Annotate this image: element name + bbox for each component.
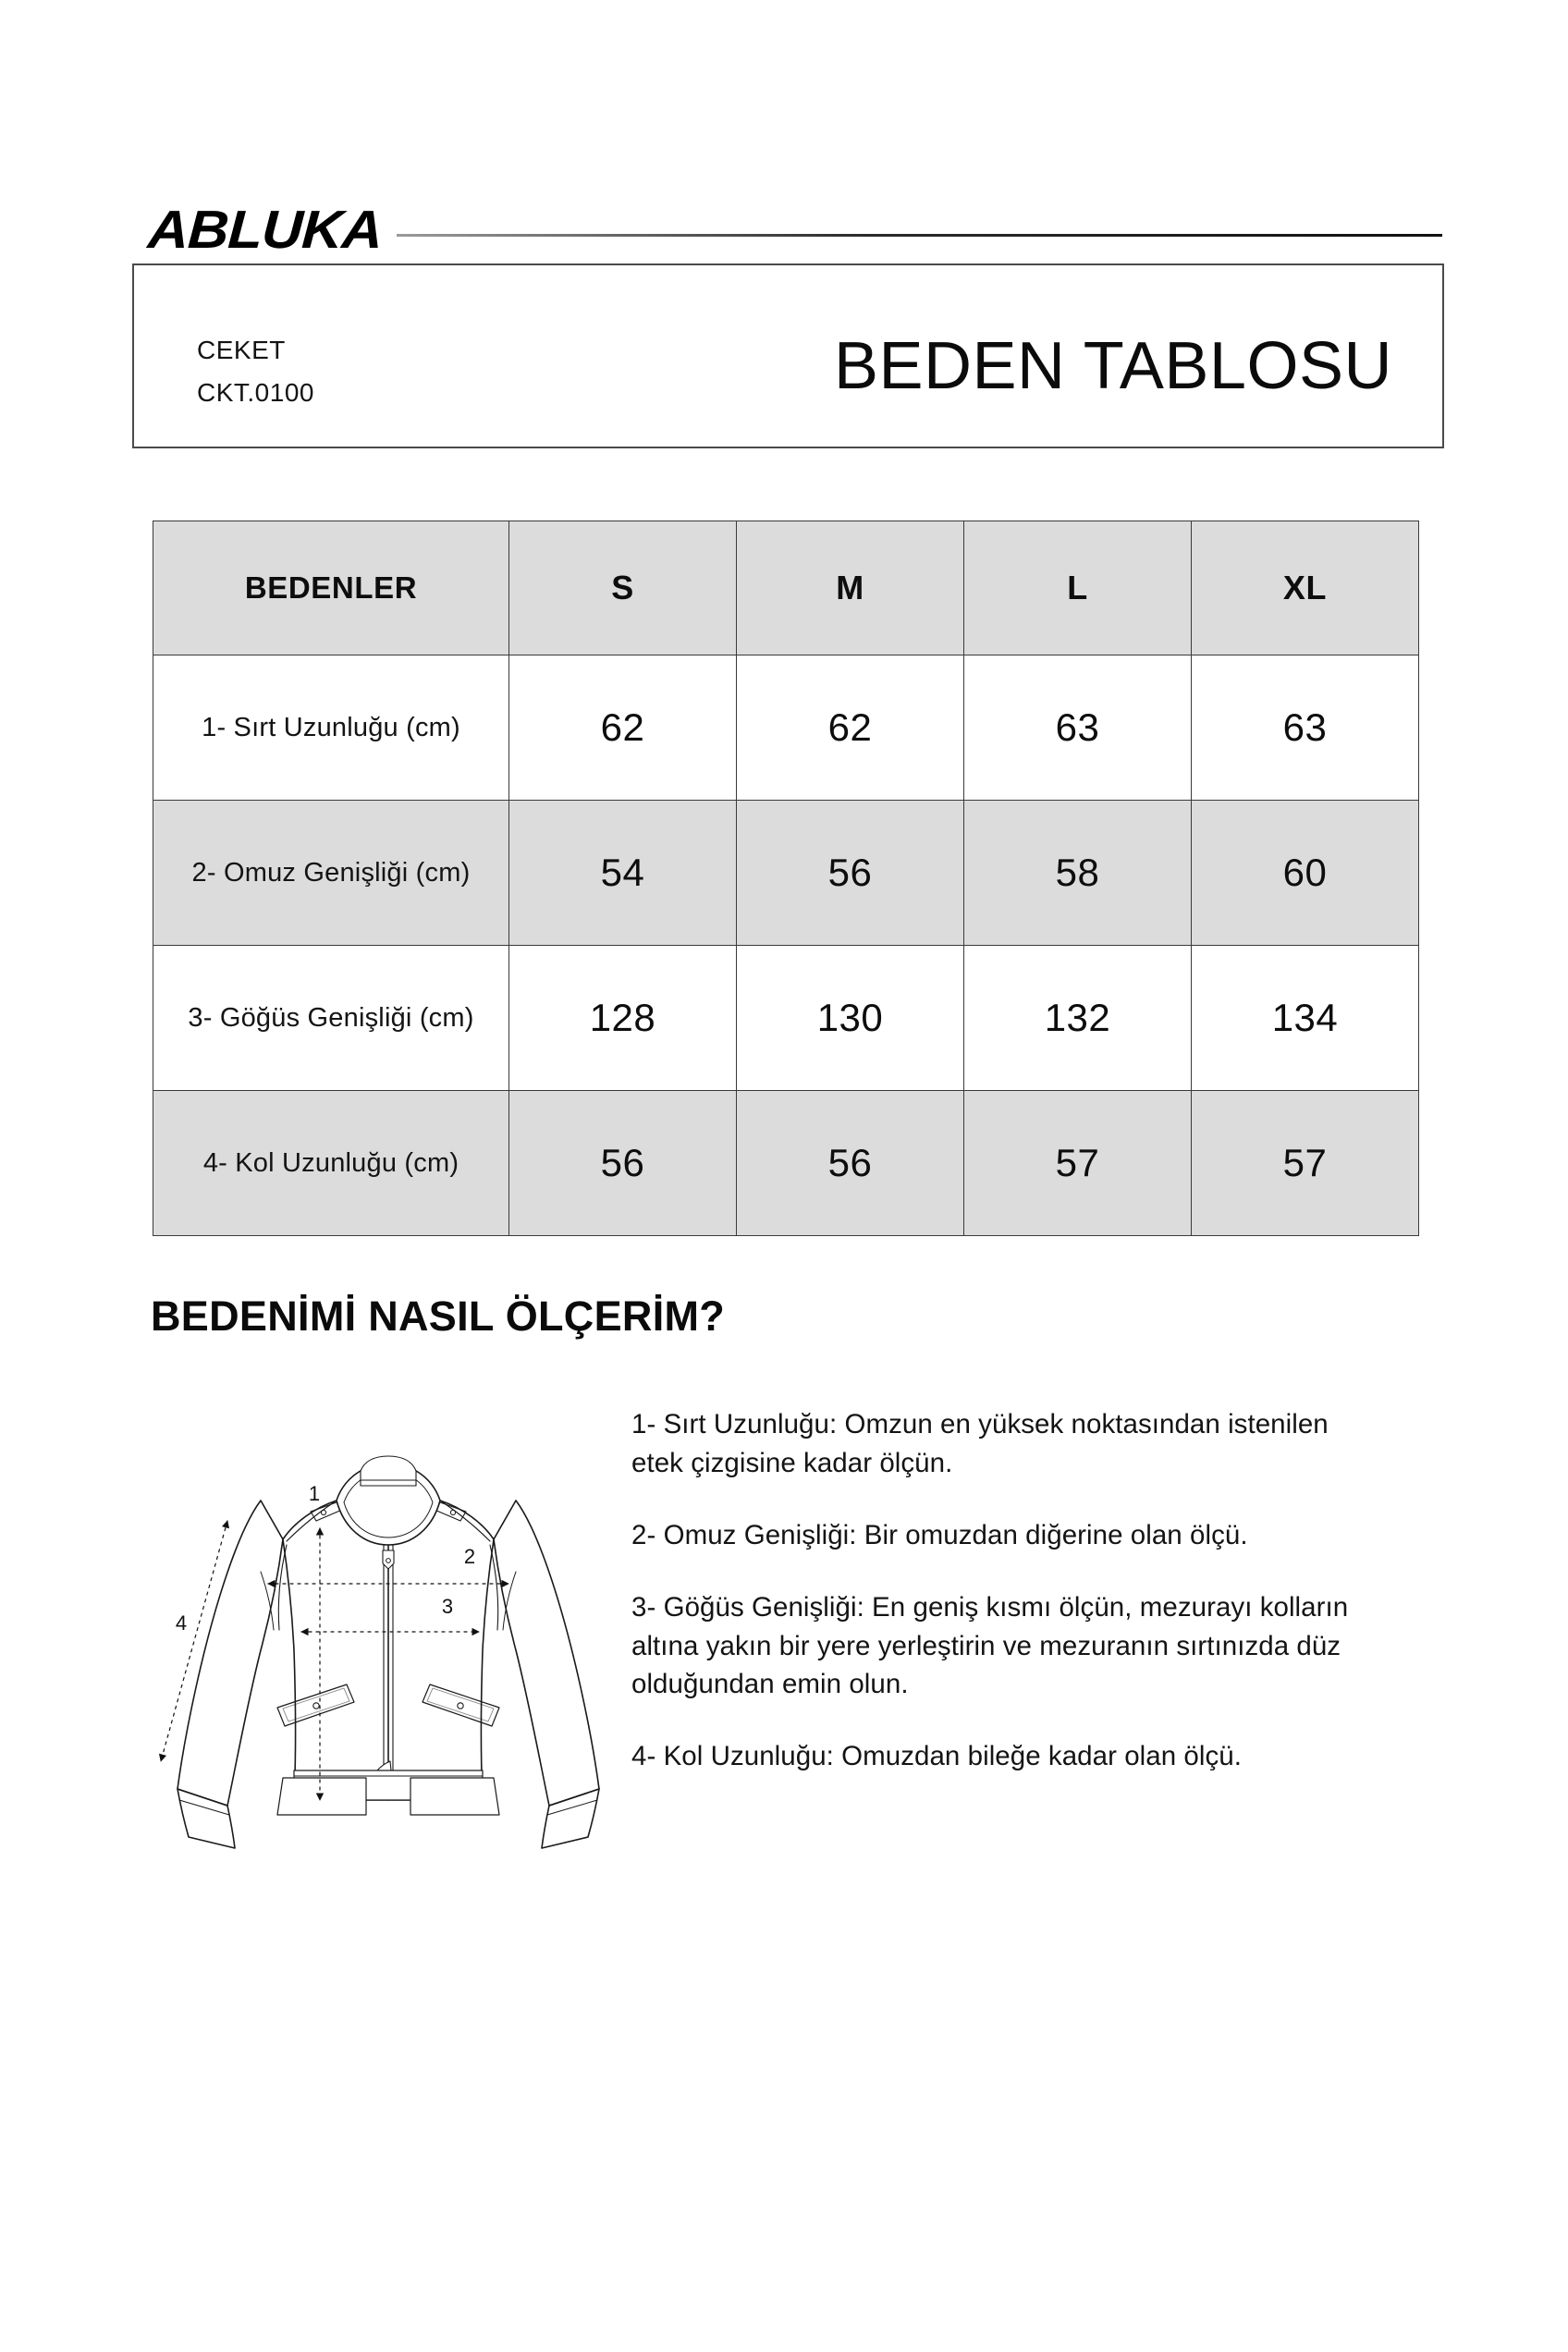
right-epaulette-button <box>450 1510 455 1514</box>
cell-sleeve-length-l: 57 <box>964 1091 1192 1236</box>
cell-back-length-xl: 63 <box>1192 655 1419 801</box>
row-label-chest-width: 3- Göğüs Genişliği (cm) <box>153 946 509 1091</box>
how-to-measure-heading: BEDENİMİ NASIL ÖLÇERİM? <box>151 1292 726 1340</box>
cell-back-length-m: 62 <box>737 655 964 801</box>
row-label-sleeve-length: 4- Kol Uzunluğu (cm) <box>153 1091 509 1236</box>
left-welt-pocket <box>277 1684 354 1726</box>
right-pocket-button <box>458 1703 463 1709</box>
right-sleeve-shape <box>494 1501 599 1806</box>
left-cuff <box>178 1789 235 1848</box>
right-welt-pocket <box>423 1684 499 1726</box>
hem-left-block <box>277 1778 366 1815</box>
header-divider-rule <box>397 234 1442 237</box>
cell-shoulder-width-xl: 60 <box>1192 801 1419 946</box>
instruction-item-4: 4- Kol Uzunluğu: Omuzdan bileğe kadar olan ölçü. <box>631 1741 1242 1772</box>
measure-label-4: 4 <box>175 1611 188 1635</box>
left-shoulder-seam <box>287 1501 337 1541</box>
measure-line-4-sleeve-length <box>161 1521 227 1761</box>
cell-shoulder-width-m: 56 <box>737 801 964 946</box>
right-shoulder-seam <box>440 1501 490 1541</box>
cell-chest-width-s: 128 <box>509 946 737 1091</box>
document-title-box <box>132 263 1444 448</box>
column-header-l: L <box>964 521 1192 655</box>
product-meta <box>197 304 314 408</box>
document-title-inner <box>197 265 1402 447</box>
cell-sleeve-length-xl: 57 <box>1192 1091 1419 1236</box>
cell-sleeve-length-s: 56 <box>509 1091 737 1236</box>
column-header-m: M <box>737 521 964 655</box>
row-label-back-length: 1- Sırt Uzunluğu (cm) <box>153 655 509 801</box>
measure-label-1: 1 <box>308 1482 321 1505</box>
cell-sleeve-length-m: 56 <box>737 1091 964 1236</box>
right-cuff <box>542 1789 599 1848</box>
neck-lining <box>361 1456 416 1486</box>
measure-label-3: 3 <box>441 1595 454 1618</box>
table-row <box>153 1091 1419 1236</box>
column-header-s: S <box>509 521 737 655</box>
cell-chest-width-xl: 134 <box>1192 946 1419 1091</box>
column-header-xl: XL <box>1192 521 1419 655</box>
left-pocket-button <box>313 1703 319 1709</box>
left-sleeve-shape <box>175 1501 283 1806</box>
cell-chest-width-l: 132 <box>964 946 1192 1091</box>
instruction-item-3: 3- Göğüs Genişliği: En geniş kısmı ölçün, mezurayı kolların altına yakın bir yere yerleştirin ve mezuranın sırtınızda düz olduğundan emin olun. <box>631 1591 1349 1700</box>
product-category: CEKET <box>197 335 286 364</box>
instruction-item-2: 2- Omuz Genişliği: Bir omuzdan diğerine olan ölçü. <box>631 1519 1248 1550</box>
brand-header <box>148 202 1442 259</box>
cell-back-length-s: 62 <box>509 655 737 801</box>
cell-shoulder-width-l: 58 <box>964 801 1192 946</box>
table-row <box>153 655 1419 801</box>
hem-right-block <box>410 1778 499 1815</box>
table-row <box>153 801 1419 946</box>
left-epaulette-button <box>321 1510 325 1514</box>
column-header-labels: BEDENLER <box>153 521 509 655</box>
instruction-item-1: 1- Sırt Uzunluğu: Omzun en yüksek noktasından istenilen etek çizgisine kadar ölçün. <box>631 1409 1329 1478</box>
cell-shoulder-width-s: 54 <box>509 801 737 946</box>
cell-chest-width-m: 130 <box>737 946 964 1091</box>
zipper-pull-head <box>383 1550 394 1569</box>
left-cuff-seam <box>179 1800 229 1815</box>
left-welt-pocket-inner <box>283 1688 349 1721</box>
size-table <box>153 521 1419 1236</box>
measuring-instructions <box>631 1405 1371 1776</box>
jacket-diagram <box>139 1382 638 1881</box>
right-welt-pocket-inner <box>427 1688 494 1721</box>
size-table-header-row <box>153 521 1419 655</box>
cell-back-length-l: 63 <box>964 655 1192 801</box>
abluka-logo: ABLUKA <box>146 200 385 260</box>
row-label-shoulder-width: 2- Omuz Genişliği (cm) <box>153 801 509 946</box>
product-code: CKT.0100 <box>197 378 314 407</box>
measure-label-2: 2 <box>463 1545 476 1568</box>
right-cuff-seam <box>547 1800 597 1815</box>
page-title: BEDEN TABLOSU <box>833 329 1392 403</box>
table-row <box>153 946 1419 1091</box>
